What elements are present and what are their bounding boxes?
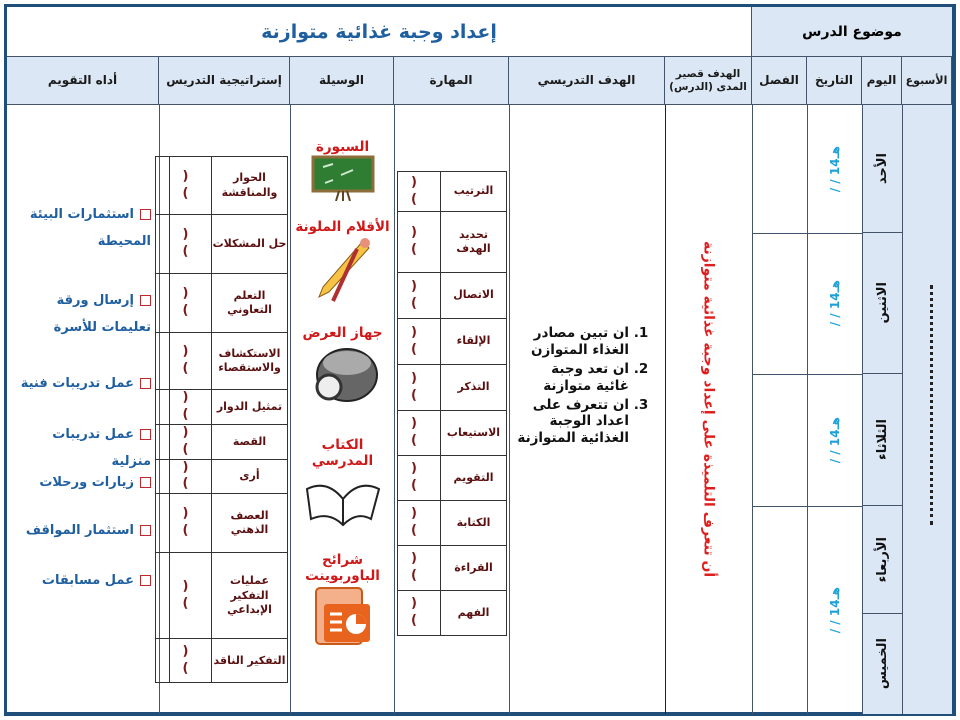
strategy-mark[interactable]: ( ) [170, 157, 212, 215]
short-goal-text: أن تتعرف التلميذة على إعداد وجبة غذائية متوازنة [700, 241, 717, 578]
skill-mark[interactable]: ( ) [398, 546, 441, 591]
eval-item[interactable]: استثمار المواقف [11, 517, 151, 544]
book-icon [303, 469, 383, 529]
header-day: اليوم [862, 57, 902, 105]
eval-item[interactable]: استثمارات البيئة المحيطة [29, 207, 151, 250]
week-cell [903, 105, 952, 714]
week-placeholder-dots [930, 285, 933, 525]
header-strategy: إستراتيجية التدريس [159, 57, 290, 105]
media-blackboard: السبورة [290, 139, 395, 205]
skills-table: الترتيب ( ) تحديد الهدف ( ) الاتصال ( ) الإلقاء ( ) التذكر ( ) الاستيعاب ( ) التقويم ( ) الكتابة ( ) القراءة ( ) الفهم ( ) [397, 171, 507, 636]
lesson-plan-sheet [4, 4, 956, 716]
day-cell-monday: الاثنين [863, 233, 902, 374]
skill-mark[interactable]: ( ) [398, 591, 441, 636]
lesson-topic-label: موضوع الدرس [752, 7, 952, 57]
skill-mark[interactable]: ( ) [398, 319, 441, 365]
date-wed-thu: / / 14هـ [827, 586, 842, 634]
media-projector: جهاز العرض [290, 325, 395, 411]
strategies-table: الحوار والمناقشة ( ) حل المشكلات ( ) التعلم التعاوني ( ) الاستكشاف والاستقصاء ( ) تمثيل الدوار ( ) القصة ( ) أرى ( ) العصف الذهني ( ) عمليات التفكير الإبداعي ( ) التفكير الناقد ( ) [155, 156, 288, 683]
skill-mark[interactable]: ( ) [398, 365, 441, 411]
header-class: الفصل [752, 57, 807, 105]
skill-mark[interactable]: ( ) [398, 456, 441, 501]
objective-item: 2. ان تعد وجبة غائية متوازنة [515, 361, 629, 395]
strategy-mark[interactable]: ( ) [170, 215, 212, 274]
strategy-mark[interactable]: ( ) [170, 459, 212, 494]
header-date: التاريخ [807, 57, 862, 105]
strategy-mark[interactable]: ( ) [170, 390, 212, 425]
eval-item[interactable]: عمل تدريبات فنية [11, 370, 151, 397]
skill-mark[interactable]: ( ) [398, 212, 441, 273]
day-cell-sunday: الأحد [863, 105, 902, 233]
powerpoint-icon [310, 584, 376, 650]
day-cell-wednesday: الأربعاء [863, 506, 902, 614]
checkbox-icon[interactable] [140, 575, 151, 586]
objectives-list [515, 325, 655, 449]
checkbox-icon[interactable] [140, 295, 151, 306]
objective-item: 1. ان تبين مصادر الغذاء المتوازن [515, 325, 629, 359]
strategy-mark[interactable]: ( ) [170, 494, 212, 553]
skill-mark[interactable]: ( ) [398, 501, 441, 546]
date-monday: / / 14هـ [827, 280, 842, 327]
media-textbook: الكتاب المدرسي [290, 437, 395, 533]
skill-mark[interactable]: ( ) [398, 172, 441, 212]
skill-mark[interactable]: ( ) [398, 411, 441, 456]
date-tuesday: / / 14هـ [827, 416, 842, 464]
lesson-title: إعداد وجبة غذائية متوازنة [7, 7, 752, 57]
header-media: الوسيلة [290, 57, 394, 105]
skill-mark[interactable]: ( ) [398, 273, 441, 319]
checkbox-icon[interactable] [140, 378, 151, 389]
pencils-icon [313, 235, 373, 305]
header-evaluation: أداه التقويم [7, 57, 159, 105]
eval-item[interactable]: عمل مسابقات [11, 567, 151, 594]
strategy-mark[interactable]: ( ) [170, 424, 212, 459]
day-cell-tuesday: الثلاثاء [863, 374, 902, 506]
date-sunday: / / 14هـ [827, 145, 842, 193]
checkbox-icon[interactable] [140, 429, 151, 440]
header-skill: المهارة [394, 57, 509, 105]
blackboard-icon [311, 155, 375, 201]
strategy-mark[interactable]: ( ) [170, 639, 212, 683]
header-week: الأسبوع [902, 57, 952, 105]
projector-icon [307, 341, 379, 407]
eval-item[interactable]: عمل تدريبات منزلية [52, 427, 151, 470]
day-cell-thursday: الخميس [863, 614, 902, 714]
strategy-mark[interactable]: ( ) [170, 553, 212, 639]
media-powerpoint: شرائح الباوربوينت [290, 552, 395, 654]
checkbox-icon[interactable] [140, 209, 151, 220]
checkbox-icon[interactable] [140, 525, 151, 536]
strategy-mark[interactable]: ( ) [170, 274, 212, 333]
media-pencils: الأقلام الملونة [290, 219, 395, 309]
header-teaching-goal: الهدف التدريسي [509, 57, 665, 105]
eval-item[interactable]: إرسال ورقة تعليمات للأسرة [53, 293, 151, 336]
objective-item: 3. ان تتعرف على اعداد الوجبة الغذائية المتوازنة [515, 397, 629, 448]
header-short-goal: الهدف قصير المدى (الدرس) [665, 57, 752, 105]
eval-item[interactable]: زيارات ورحلات [11, 469, 151, 496]
short-goal-cell [665, 105, 752, 714]
strategy-mark[interactable]: ( ) [170, 333, 212, 390]
checkbox-icon[interactable] [140, 477, 151, 488]
